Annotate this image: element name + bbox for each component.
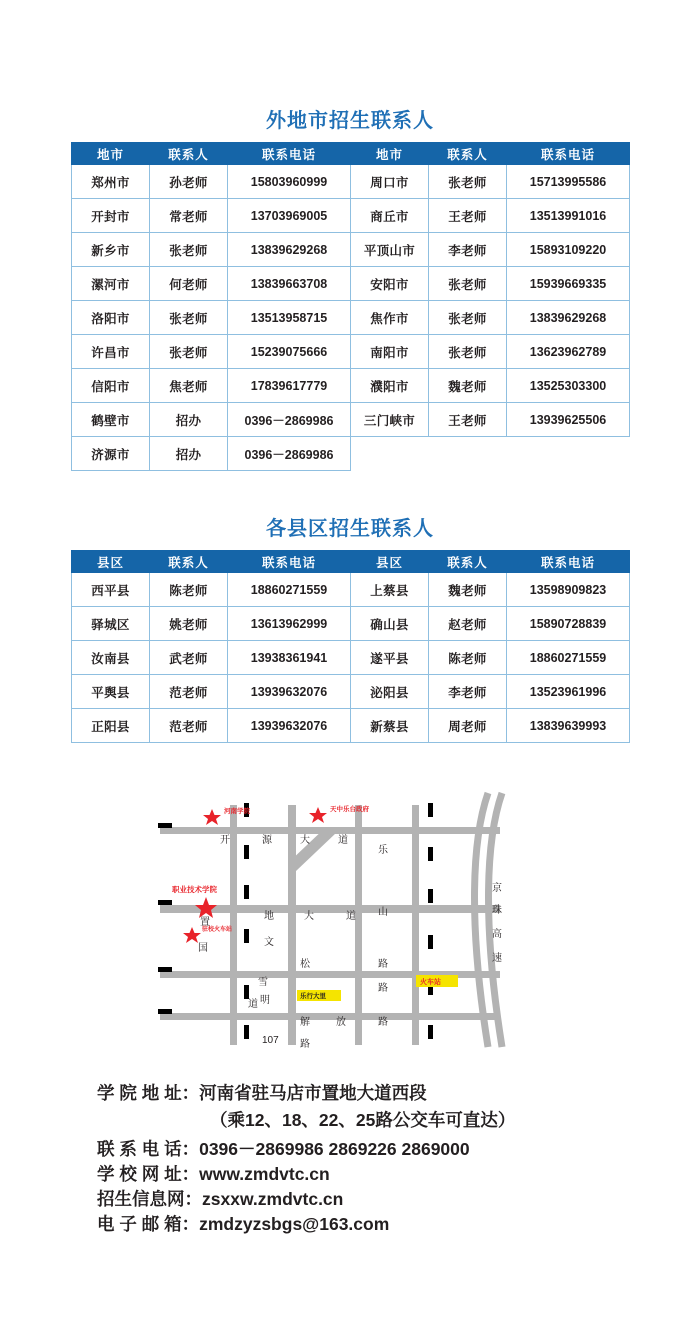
cell-contact: 张老师	[150, 301, 228, 335]
website-label: 学 校 网 址：	[97, 1164, 200, 1184]
cell-city: 郑州市	[72, 165, 150, 199]
cell-contact: 王老师	[429, 199, 507, 233]
table-header-row	[72, 551, 630, 573]
svg-text:国: 国	[198, 943, 208, 954]
column-header: 联系人	[429, 551, 507, 573]
page-title-county-contacts: 各县区招生联系人	[266, 518, 434, 540]
cell-phone: 13938361941	[228, 641, 351, 675]
cell-contact: 张老师	[429, 301, 507, 335]
cell-contact: 陈老师	[429, 641, 507, 675]
cell-contact: 范老师	[150, 709, 228, 743]
cell-phone: 13623962789	[507, 335, 630, 369]
svg-text:明: 明	[260, 995, 270, 1006]
cell-county: 确山县	[351, 607, 429, 641]
cell-county: 泌阳县	[351, 675, 429, 709]
svg-text:路: 路	[378, 959, 388, 970]
svg-text:开: 开	[220, 835, 230, 846]
cell-city: 许昌市	[72, 335, 150, 369]
svg-text:解: 解	[300, 1017, 310, 1028]
svg-text:大: 大	[304, 911, 314, 922]
cell-city: 濮阳市	[351, 369, 429, 403]
cell-city: 周口市	[351, 165, 429, 199]
cell-city: 漯河市	[72, 267, 150, 301]
column-header: 联系人	[150, 551, 228, 573]
svg-text:高: 高	[492, 929, 502, 940]
cell-city: 信阳市	[72, 369, 150, 403]
cell-contact: 何老师	[150, 267, 228, 301]
page-title-city-contacts: 外地市招生联系人	[266, 110, 434, 132]
address-label: 学 院 地 址：	[97, 1083, 200, 1103]
website-value[interactable]: www.zmdvtc.cn	[199, 1164, 330, 1184]
cell-county: 新蔡县	[351, 709, 429, 743]
map-star-label: 河南学院	[224, 808, 250, 815]
cell-phone: 18860271559	[507, 641, 630, 675]
cell-contact: 魏老师	[429, 573, 507, 607]
address-transit-note: （乘12、18、22、25路公交车可直达）	[210, 1110, 516, 1130]
table-county-contacts	[71, 550, 630, 743]
cell-contact: 孙老师	[150, 165, 228, 199]
map-landmark-label: 乐行大里	[300, 993, 326, 1000]
svg-text:道: 道	[338, 835, 348, 846]
svg-text:置: 置	[200, 917, 210, 928]
svg-text:速: 速	[492, 953, 502, 964]
table-row	[72, 709, 630, 743]
cell-contact: 招办	[150, 403, 228, 437]
cell-contact: 李老师	[429, 675, 507, 709]
cell-phone: 13513991016	[507, 199, 630, 233]
cell-phone: 0396－2869986	[228, 437, 351, 471]
cell-county: 正阳县	[72, 709, 150, 743]
cell-phone: 13939632076	[228, 709, 351, 743]
cell-contact: 焦老师	[150, 369, 228, 403]
svg-text:路: 路	[378, 1017, 388, 1028]
svg-text:山: 山	[378, 907, 388, 918]
map-star-label: 驻校火车站	[202, 927, 233, 933]
table-row	[72, 199, 630, 233]
admission-site-value[interactable]: zsxxw.zmdvtc.cn	[202, 1189, 344, 1209]
column-header: 联系电话	[228, 551, 351, 573]
cell-contact: 李老师	[429, 233, 507, 267]
cell-contact: 张老师	[150, 233, 228, 267]
cell-phone: 13613962999	[228, 607, 351, 641]
cell-county: 平舆县	[72, 675, 150, 709]
svg-text:珠: 珠	[492, 905, 502, 916]
cell-empty	[507, 437, 630, 471]
svg-text:107: 107	[262, 1035, 279, 1046]
footer-admission-site-row	[0, 1186, 700, 1211]
address-value: 河南省驻马店市置地大道西段	[199, 1083, 427, 1103]
cell-contact: 张老师	[150, 335, 228, 369]
svg-text:乐: 乐	[378, 845, 388, 856]
campus-location-map	[140, 785, 560, 1065]
cell-phone: 15893109220	[507, 233, 630, 267]
table-row	[72, 675, 630, 709]
table-row	[72, 165, 630, 199]
svg-text:路: 路	[378, 983, 388, 994]
footer-phone-row	[0, 1136, 700, 1161]
cell-phone: 13703969005	[228, 199, 351, 233]
column-header: 联系电话	[228, 143, 351, 165]
table-row	[72, 573, 630, 607]
cell-contact: 常老师	[150, 199, 228, 233]
email-label: 电 子 邮 箱：	[97, 1214, 200, 1234]
cell-phone: 13525303300	[507, 369, 630, 403]
footer-website-row	[0, 1161, 700, 1186]
svg-text:道: 道	[248, 999, 258, 1010]
svg-text:文: 文	[264, 937, 274, 948]
column-header: 联系电话	[507, 143, 630, 165]
table-row	[72, 233, 630, 267]
cell-contact: 王老师	[429, 403, 507, 437]
cell-city: 洛阳市	[72, 301, 150, 335]
cell-contact: 姚老师	[150, 607, 228, 641]
cell-county: 遂平县	[351, 641, 429, 675]
cell-empty	[429, 437, 507, 471]
column-header: 地市	[72, 143, 150, 165]
column-header: 联系人	[429, 143, 507, 165]
cell-city: 南阳市	[351, 335, 429, 369]
phone-value: 0396－2869986 2869226 2869000	[199, 1139, 470, 1159]
table-row	[72, 369, 630, 403]
cell-city: 济源市	[72, 437, 150, 471]
cell-city: 平顶山市	[351, 233, 429, 267]
cell-contact: 范老师	[150, 675, 228, 709]
cell-phone: 17839617779	[228, 369, 351, 403]
column-header: 联系电话	[507, 551, 630, 573]
column-header: 联系人	[150, 143, 228, 165]
cell-contact: 张老师	[429, 335, 507, 369]
column-header: 县区	[72, 551, 150, 573]
cell-phone: 15239075666	[228, 335, 351, 369]
footer-email-row	[0, 1211, 700, 1236]
cell-phone: 13523961996	[507, 675, 630, 709]
column-header: 地市	[351, 143, 429, 165]
cell-city: 开封市	[72, 199, 150, 233]
cell-county: 上蔡县	[351, 573, 429, 607]
footer-contact-info	[0, 1080, 700, 1236]
cell-phone: 15890728839	[507, 607, 630, 641]
svg-text:京: 京	[492, 883, 502, 894]
cell-city: 安阳市	[351, 267, 429, 301]
cell-city: 商丘市	[351, 199, 429, 233]
table-row	[72, 607, 630, 641]
cell-phone: 13598909823	[507, 573, 630, 607]
table-city-contacts	[71, 142, 630, 471]
cell-phone: 0396－2869986	[228, 403, 351, 437]
cell-city: 三门峡市	[351, 403, 429, 437]
table-row	[72, 437, 630, 471]
cell-contact: 张老师	[429, 267, 507, 301]
cell-phone: 15803960999	[228, 165, 351, 199]
table-row	[72, 641, 630, 675]
svg-text:放: 放	[336, 1017, 346, 1028]
cell-phone: 13839663708	[228, 267, 351, 301]
cell-phone: 13839629268	[228, 233, 351, 267]
cell-contact: 赵老师	[429, 607, 507, 641]
cell-contact: 武老师	[150, 641, 228, 675]
cell-phone: 13939632076	[228, 675, 351, 709]
cell-phone: 15713995586	[507, 165, 630, 199]
cell-phone: 18860271559	[228, 573, 351, 607]
svg-text:松: 松	[300, 959, 310, 970]
map-star-label: 天中乐台政府	[330, 806, 369, 813]
cell-empty	[351, 437, 429, 471]
phone-label: 联 系 电 话：	[97, 1139, 200, 1159]
cell-phone: 13513958715	[228, 301, 351, 335]
map-landmark-label: 火车站	[420, 979, 441, 986]
svg-text:道: 道	[346, 911, 356, 922]
cell-city: 鹤壁市	[72, 403, 150, 437]
footer-address-row	[0, 1080, 700, 1105]
cell-city: 新乡市	[72, 233, 150, 267]
table-header-row	[72, 143, 630, 165]
cell-county: 西平县	[72, 573, 150, 607]
cell-contact: 陈老师	[150, 573, 228, 607]
table-row	[72, 301, 630, 335]
svg-text:源: 源	[262, 835, 272, 846]
cell-county: 驿城区	[72, 607, 150, 641]
map-star-label: 职业技术学院	[172, 885, 217, 894]
cell-contact: 张老师	[429, 165, 507, 199]
svg-text:地: 地	[264, 911, 274, 922]
cell-phone: 13839629268	[507, 301, 630, 335]
cell-contact: 魏老师	[429, 369, 507, 403]
email-value[interactable]: zmdzyzsbgs@163.com	[199, 1214, 390, 1234]
column-header: 县区	[351, 551, 429, 573]
cell-phone: 13839639993	[507, 709, 630, 743]
cell-city: 焦作市	[351, 301, 429, 335]
svg-text:大: 大	[300, 835, 310, 846]
cell-county: 汝南县	[72, 641, 150, 675]
svg-text:雪: 雪	[258, 977, 268, 988]
cell-phone: 15939669335	[507, 267, 630, 301]
cell-phone: 13939625506	[507, 403, 630, 437]
svg-text:路: 路	[300, 1039, 310, 1050]
admission-site-label: 招生信息网：	[97, 1189, 202, 1209]
cell-contact: 周老师	[429, 709, 507, 743]
table-row	[72, 403, 630, 437]
cell-contact: 招办	[150, 437, 228, 471]
table-row	[72, 335, 630, 369]
table-row	[72, 267, 630, 301]
